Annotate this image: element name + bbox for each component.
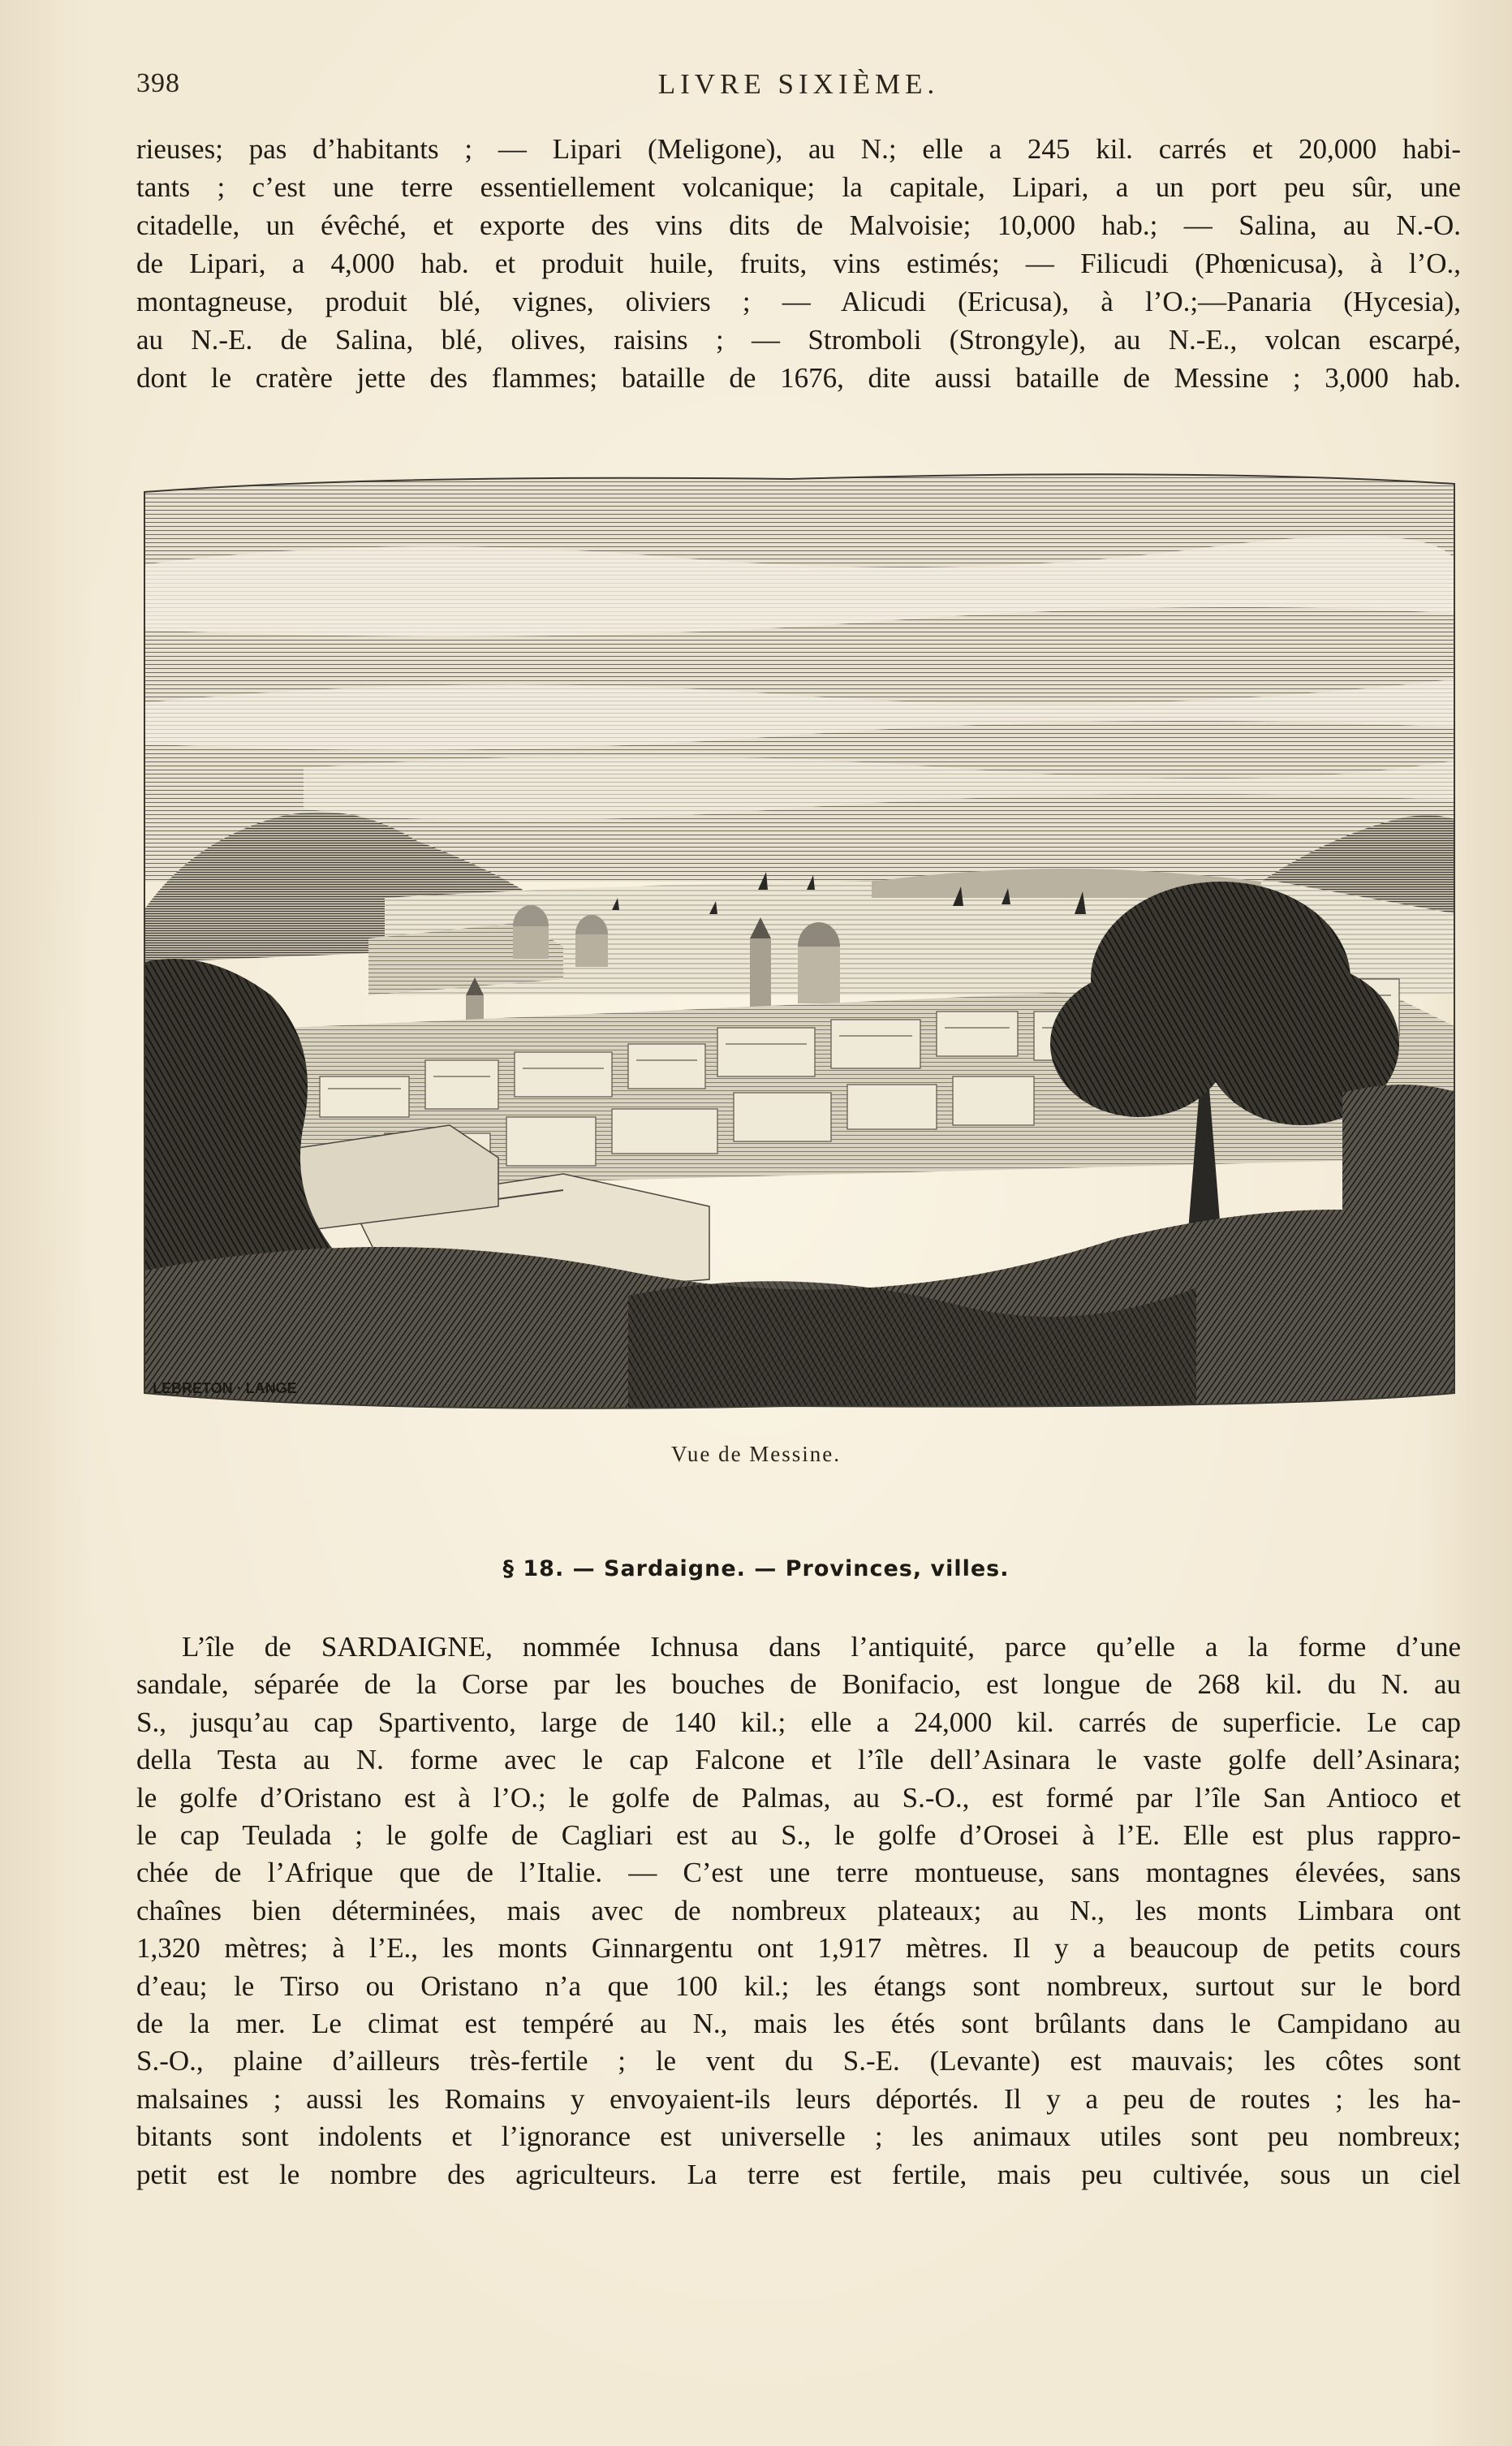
figure-caption: Vue de Messine. — [670, 1442, 842, 1466]
text-line: malsaines ; aussi les Romains y envoyaient-ils leurs déportés. Il y a peu de routes ; les ha- — [136, 2082, 1461, 2115]
text-line: d’eau; le Tirso ou Oristano n’a que 100 kil.; les étangs sont nombreux, surtout sur le bord — [136, 1969, 1461, 2002]
text-line: citadelle, un évêché, et exporte des vins dits de Malvoisie; 10,000 hab.; — Salina, au N.-O. — [136, 209, 1461, 241]
text-line: le golfe d’Oristano est à l’O.; le golfe de Palmas, au S.-O., est formé par l’île San Antioco et — [136, 1781, 1461, 1814]
text-line: L’île de SARDAIGNE, nommée Ichnusa dans l’antiquité, parce qu’elle a la forme d’une — [182, 1631, 1461, 1663]
text-line: rieuses; pas d’habitants ; — Lipari (Meligone), au N.; elle a 245 kil. carrés et 20,000 habi- — [136, 133, 1461, 165]
text-line: petit est le nombre des agriculteurs. La terre est fertile, mais peu cultivée, sous un ciel — [136, 2158, 1461, 2190]
paragraph-lipari-islands — [136, 130, 1461, 397]
engraving-illustration — [141, 459, 1458, 1416]
paragraph-sardinia — [136, 1629, 1461, 2194]
engraver-signature: LEBRETON · LANGE — [153, 1380, 297, 1396]
text-line: bitants sont indolents et l’ignorance est universelle ; les animaux utiles sont peu nombreux; — [136, 2120, 1461, 2153]
text-line: chaînes bien déterminées, mais avec de nombreux plateaux; au N., les monts Limbara ont — [136, 1894, 1461, 1926]
section-heading: § 18. — Sardaigne. — Provinces, villes. — [502, 1556, 1010, 1581]
text-line: de la mer. Le climat est tempéré au N., mais les étés sont brûlants dans le Campidano au — [136, 2008, 1461, 2040]
page-header — [136, 68, 1461, 106]
text-line: 1,320 mètres; à l’E., les monts Ginnargentu ont 1,917 mètres. Il y a beaucoup de petits cours — [136, 1932, 1461, 1965]
text-line: chée de l’Afrique que de l’Italie. — C’est une terre montueuse, sans montagnes élevées, sans — [136, 1857, 1461, 1889]
text-line: de Lipari, a 4,000 hab. et produit huile, fruits, vins estimés; — Filicudi (Phœnicusa), à l’O., — [136, 248, 1461, 279]
running-head: LIVRE SIXIÈME. — [657, 68, 940, 100]
text-line: dont le cratère jette des flammes; bataille de 1676, dite aussi bataille de Messine ; 3,000 hab. — [136, 362, 1461, 394]
text-line: tants ; c’est une terre essentiellement volcanique; la capitale, Lipari, a un port peu sûr, une — [136, 171, 1461, 203]
text-line: sandale, séparée de la Corse par les bouches de Bonifacio, est longue de 268 kil. du N. au — [136, 1668, 1461, 1701]
text-line: montagneuse, produit blé, vignes, oliviers ; — Alicudi (Ericusa), à l’O.;—Panaria (Hycesia), — [136, 286, 1461, 317]
text-line: S.-O., plaine d’ailleurs très-fertile ; le vent du S.-E. (Levante) est mauvais; les côtes sont — [136, 2045, 1461, 2077]
text-line: le cap Teulada ; le golfe de Cagliari est au S., le golfe d’Orosei à l’E. Elle est plus rappro- — [136, 1819, 1461, 1852]
page-number: 398 — [136, 68, 180, 98]
engraving-view-of-messina — [141, 459, 1458, 1416]
text-line: au N.-E. de Salina, blé, olives, raisins ; — Stromboli (Strongyle), au N.-E., volcan escarpé, — [136, 324, 1461, 356]
text-line: S., jusqu’au cap Spartivento, large de 140 kil.; elle a 24,000 kil. carrés de superficie. Le cap — [136, 1706, 1461, 1738]
text-line: della Testa au N. forme avec le cap Falcone et l’île dell’Asinara le vaste golfe dell’Asinara; — [136, 1744, 1461, 1776]
